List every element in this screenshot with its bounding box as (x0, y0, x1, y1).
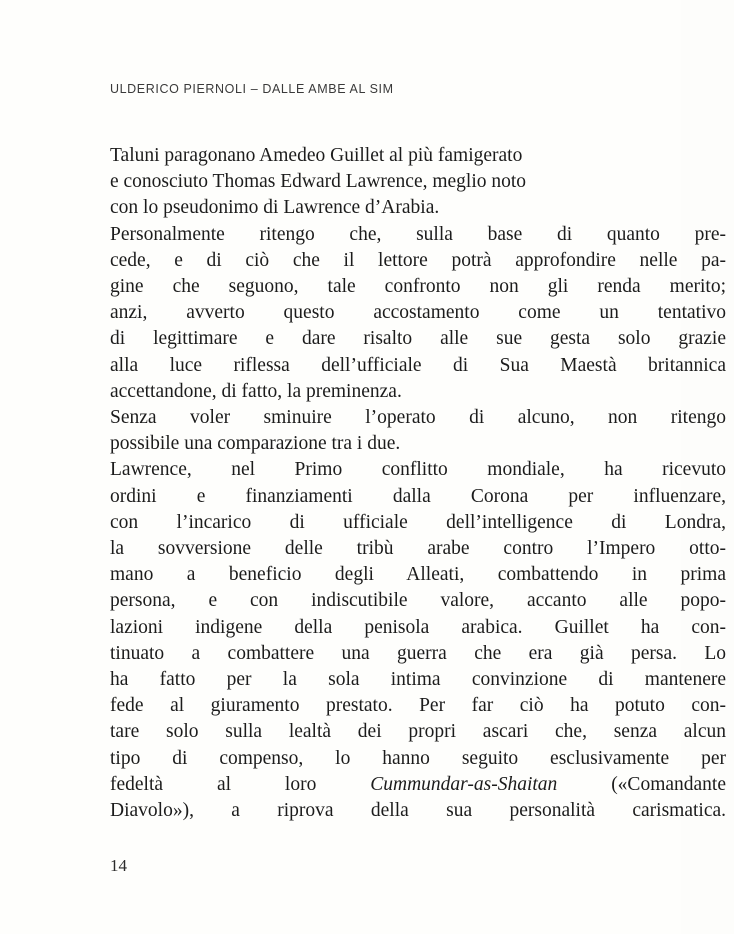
text-line: con l’incarico di ufficiale dell’intelligence di Londra, (110, 511, 726, 533)
text-line: Diavolo»), a riprova della sua personalità carismatica. (110, 800, 726, 822)
text-line: Lawrence, nel Primo conflitto mondiale, ha ricevuto (110, 459, 726, 481)
text-line: tinuato a combattere una guerra che era già persa. Lo (110, 642, 726, 664)
text-line: persona, e con indiscutibile valore, accanto alle popo- (110, 590, 726, 612)
text-line: lazioni indigene della penisola arabica. Guillet ha con- (110, 616, 726, 638)
text-line: tipo di compenso, lo hanno seguito esclusivamente per (110, 747, 726, 769)
text-line: gine che seguono, tale confronto non gli renda merito; (110, 276, 726, 298)
page-number: 14 (110, 856, 127, 875)
text-line: la sovversione delle tribù arabe contro l’Impero otto- (110, 538, 726, 560)
text-line: accettandone, di fatto, la preminenza. (110, 380, 402, 402)
text-line: Taluni paragonano Amedeo Guillet al più famigerato (110, 145, 523, 166)
text-line: possibile una comparazione tra i due. (110, 433, 401, 455)
text-line: ha fatto per la sola intima convinzione di mantenere (110, 669, 726, 691)
text-line: ordini e finanziamenti dalla Corona per influenzare, (110, 485, 726, 507)
text-line: mano a beneficio degli Alleati, combattendo in prima (110, 564, 726, 586)
running-header: ULDERICO PIERNOLI – DALLE AMBE AL SIM (110, 82, 394, 96)
text-line: fede al giuramento prestato. Per far ciò ha potuto con- (110, 695, 726, 717)
text-line: anzi, avverto questo accostamento come un tentativo (110, 302, 726, 324)
text-run: fedeltà al loro (110, 773, 371, 795)
text-line: con lo pseudonimo di Lawrence d’Arabia. (110, 197, 440, 219)
italic-nickname: Cummundar-as-Shaitan (370, 773, 558, 795)
text-run: («Comandante (557, 773, 726, 795)
text-line: alla luce riflessa dell’ufficiale di Sua Maestà britannica (110, 354, 726, 376)
body-text (110, 143, 734, 824)
text-line: tare solo sulla lealtà dei propri ascari che, senza alcun (110, 721, 726, 743)
text-line: cede, e di ciò che il lettore potrà approfondire nelle pa- (110, 249, 726, 271)
text-line: Senza voler sminuire l’operato di alcuno, non ritengo (110, 407, 726, 429)
text-line: e conosciuto Thomas Edward Lawrence, meglio noto (110, 171, 527, 193)
text-line: di legittimare e dare risalto alle sue gesta solo grazie (110, 328, 726, 350)
text-line: Personalmente ritengo che, sulla base di quanto pre- (110, 223, 726, 245)
text-line-with-italic (110, 772, 726, 798)
